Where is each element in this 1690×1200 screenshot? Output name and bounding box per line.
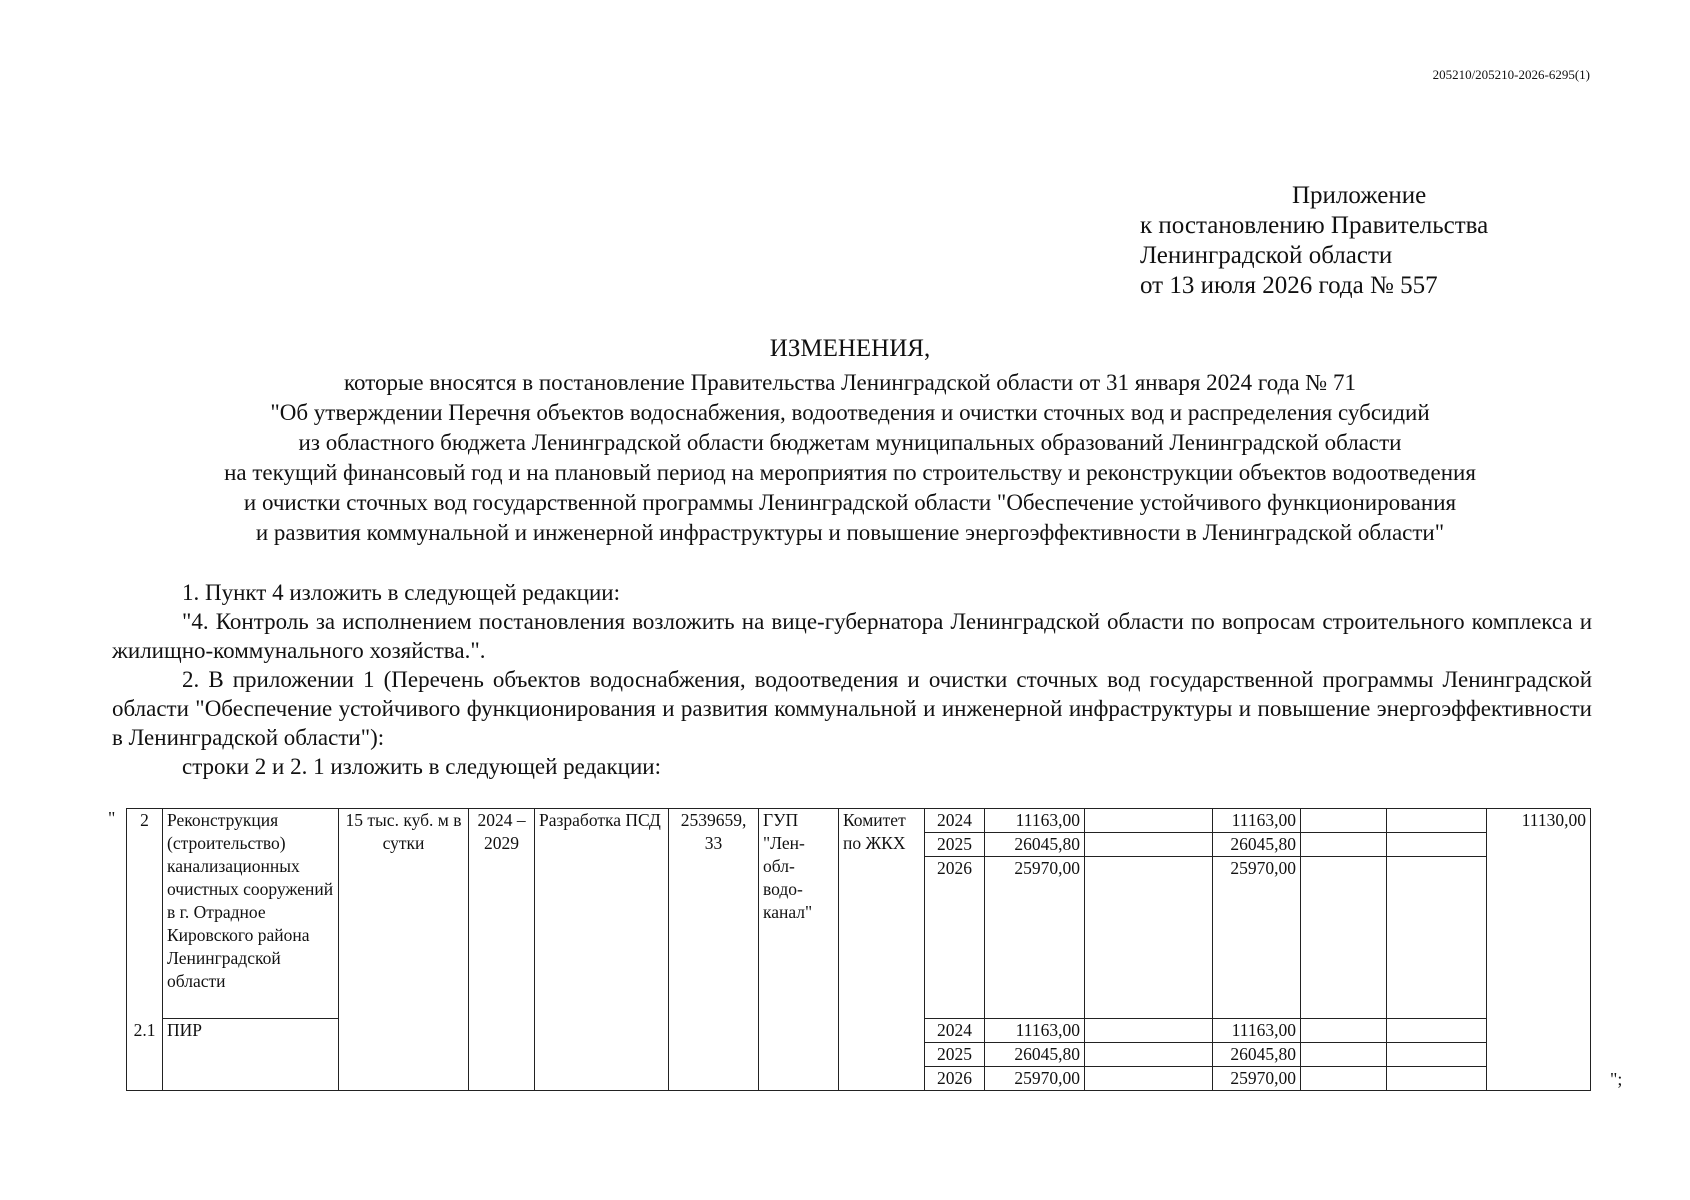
empty-cell [535, 1019, 669, 1091]
year-cell: 2025 [925, 833, 985, 857]
object-capacity: 15 тыс. куб. м в сутки [339, 809, 469, 1019]
appendix-line: к постановлению Правительства [1140, 212, 1489, 239]
empty-cell [469, 1019, 535, 1091]
table-closing-quote: "; [1610, 1069, 1623, 1089]
regional-cell: 11163,00 [1213, 809, 1301, 833]
regional-cell: 26045,80 [1213, 1043, 1301, 1067]
document-body [112, 578, 1592, 781]
empty-cell [1301, 1067, 1387, 1091]
total-cell: 26045,80 [985, 833, 1085, 857]
empty-cell [1301, 1043, 1387, 1067]
empty-cell [1301, 809, 1387, 833]
appendix-line: от 13 июля 2026 года № 557 [1140, 272, 1438, 299]
object-period: 2024 – 2029 [469, 809, 535, 1019]
regional-cell: 11163,00 [1213, 1019, 1301, 1043]
empty-cell [1085, 809, 1213, 833]
empty-cell [759, 1019, 839, 1091]
subtitle-line: и развития коммунальной и инженерной инфраструктуры и повышение энергоэффективности в Ленинградской области" [255, 520, 1445, 545]
appendix-line: Ленинградской области [1140, 242, 1393, 269]
empty-cell [1387, 1043, 1487, 1067]
subtitle-line: из областного бюджета Ленинградской области бюджетам муниципальных образований Ленинградской области [298, 430, 1402, 455]
empty-cell [1085, 833, 1213, 857]
object-cost: 2539659, 33 [669, 809, 759, 1019]
empty-cell [1301, 857, 1387, 1019]
total-cell: 25970,00 [985, 857, 1085, 1019]
empty-cell [669, 1019, 759, 1091]
paragraph-1: 1. Пункт 4 изложить в следующей редакции: [182, 580, 620, 605]
empty-cell [1085, 1019, 1213, 1043]
total-cell: 25970,00 [985, 1067, 1085, 1091]
subtitle-line: которые вносятся в постановление Правительства Ленинградской области от 31 января 2024 года № 71 [344, 370, 1356, 395]
total-cell: 11163,00 [985, 1019, 1085, 1043]
object-name: ПИР [163, 1019, 339, 1091]
empty-cell [1085, 857, 1213, 1019]
appendix-header [1140, 181, 1488, 301]
empty-cell [1387, 1019, 1487, 1043]
document-title: ИЗМЕНЕНИЯ, [769, 335, 931, 362]
subtitle-line: на текущий финансовый год и на плановый период на мероприятия по строительству и реконструкции объектов водоотведения [224, 460, 1476, 485]
empty-cell [1487, 1019, 1591, 1091]
regional-cell: 25970,00 [1213, 857, 1301, 1019]
paragraph-2: "4. Контроль за исполнением постановления возложить на вице-губернатора Ленинградской области по вопросам строительного комплекса и жилищно-коммунального хозяйства.". [112, 609, 1592, 663]
table-row [127, 809, 1591, 833]
object-stage: Разработка ПСД [535, 809, 669, 1019]
document-registration-number: 205210/205210-2026-6295(1) [1432, 67, 1590, 82]
regional-cell: 25970,00 [1213, 1067, 1301, 1091]
row-number: 2.1 [127, 1019, 163, 1091]
year-cell: 2024 [925, 809, 985, 833]
subtitle-line: и очистки сточных вод государственной программы Ленинградской области "Обеспечение устойчивого функционирования [243, 490, 1457, 515]
year-cell: 2025 [925, 1043, 985, 1067]
table-opening-quote: " [108, 808, 116, 828]
row-number: 2 [127, 809, 163, 1019]
year-cell: 2024 [925, 1019, 985, 1043]
object-administrator: Комитет по ЖКХ [839, 809, 925, 1019]
empty-cell [1085, 1067, 1213, 1091]
year-cell: 2026 [925, 1067, 985, 1091]
empty-cell [1387, 857, 1487, 1019]
table-row [127, 1019, 1591, 1043]
empty-cell [339, 1019, 469, 1091]
empty-cell [1387, 809, 1487, 833]
total-cell: 11163,00 [985, 809, 1085, 833]
paragraph-3: 2. В приложении 1 (Перечень объектов водоснабжения, водоотведения и очистки сточных вод государственной программы Ленинградской области "Обеспечение устойчивого функционирования и развития коммунальной и инженерной инфраструктуры и повышение энергоэффективности в Ленинградской области"): [112, 667, 1592, 750]
empty-cell [1085, 1043, 1213, 1067]
empty-cell [1387, 1067, 1487, 1091]
extra-value: 11130,00 [1487, 809, 1591, 1019]
regional-cell: 26045,80 [1213, 833, 1301, 857]
object-customer: ГУП "Лен-обл-водо-канал" [759, 809, 839, 1019]
document-subtitle [0, 368, 1690, 548]
paragraph-4: строки 2 и 2. 1 изложить в следующей редакции: [182, 754, 661, 779]
year-cell: 2026 [925, 857, 985, 1019]
empty-cell [1387, 833, 1487, 857]
empty-cell [1301, 833, 1387, 857]
empty-cell [839, 1019, 925, 1091]
total-cell: 26045,80 [985, 1043, 1085, 1067]
empty-cell [1301, 1019, 1387, 1043]
subtitle-line: "Об утверждении Перечня объектов водоснабжения, водоотведения и очистки сточных вод и распределения субсидий [270, 400, 1430, 425]
appendix-line: Приложение [1292, 182, 1427, 209]
object-name: Реконструкция (строительство) канализационных очистных сооружений в г. Отрадное Кировского района Ленинградской области [163, 809, 339, 1019]
objects-table [126, 808, 1591, 1091]
